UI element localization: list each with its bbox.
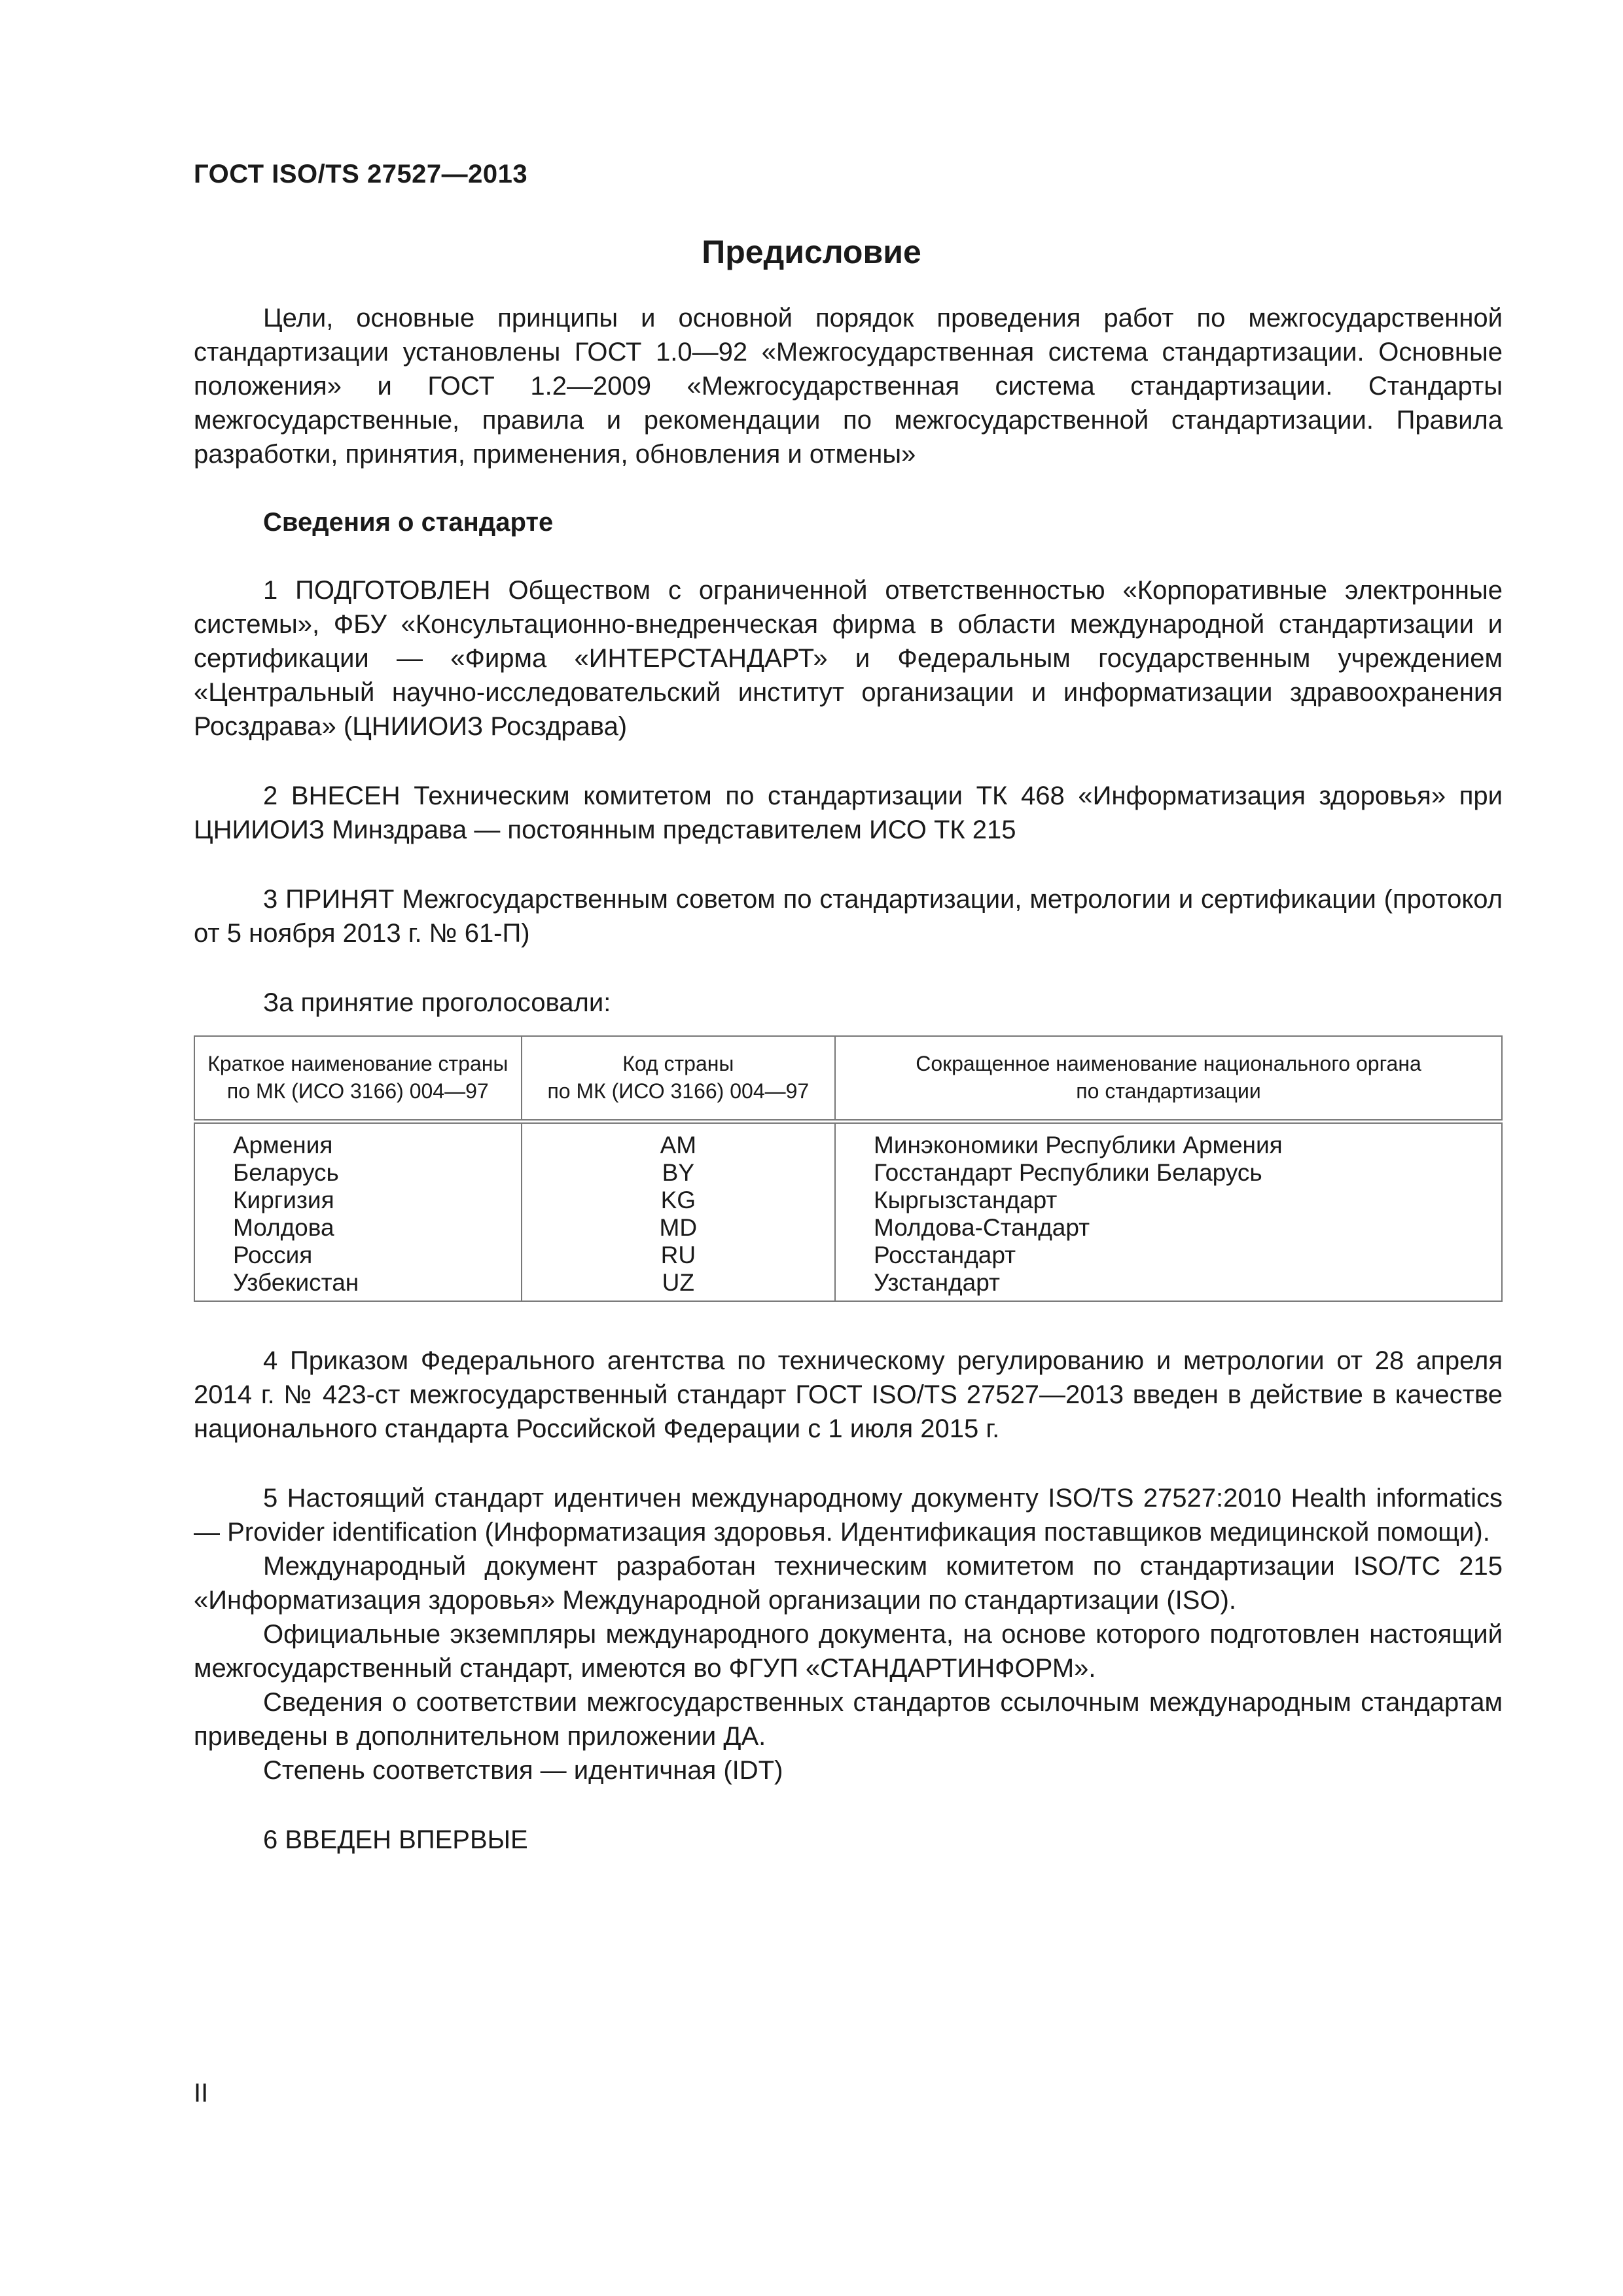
table-row — [194, 1122, 1502, 1160]
document-body — [194, 301, 1503, 1857]
country-code: BY — [522, 1159, 835, 1187]
document-id: ГОСТ ISO/TS 27527—2013 — [194, 160, 528, 188]
table-header-row — [194, 1036, 1502, 1122]
country-name: Беларусь — [194, 1159, 522, 1187]
item-1-paragraph: 1 ПОДГОТОВЛЕН Обществом с ограниченной ответственностью «Корпоративные электронные системы», ФБУ «Консультационно-внедренческая фирма в области международной стандартизации и сертификации — «Фирма «ИНТЕРСТАНДАРТ» и Федеральным государственным учреждением «Центральный научно-исследовательский институт организации и информатизации здравоохранения Росздрава» (ЦНИИОИЗ Росздрава) — [194, 576, 1503, 741]
standards-body: Росстандарт — [835, 1242, 1502, 1269]
page-number: II — [194, 2079, 209, 2108]
header-country-code-line2: по МК (ИСО 3166) 004—97 — [547, 1079, 810, 1103]
country-name: Армения — [194, 1122, 522, 1160]
voting-table — [194, 1035, 1503, 1302]
country-code: AM — [522, 1122, 835, 1160]
standards-body: Минэкономики Республики Армения — [835, 1122, 1502, 1160]
country-code: KG — [522, 1187, 835, 1214]
item-6-paragraph: 6 ВВЕДЕН ВПЕРВЫЕ — [263, 1825, 528, 1854]
country-code: MD — [522, 1214, 835, 1242]
intro-paragraph: Цели, основные принципы и основной порядок проведения работ по межгосударственной стандартизации установлены ГОСТ 1.0—92 «Межгосударственная система стандартизации. Основные положения» и ГОСТ 1.2—2009 «Межгосударственная система стандартизации. Стандарты межгосударственные, правила и рекомендации по межгосударственной стандартизации. Правила разработки, принятия, применения, обновления и отмены» — [194, 304, 1503, 469]
header-standards-body-line1: Сокращенное наименование национального органа — [916, 1052, 1421, 1075]
item-5-paragraph-4: Сведения о соответствии межгосударственных стандартов ссылочным международным стандартам приведены в дополнительном приложении ДА. — [194, 1688, 1503, 1751]
item-5-paragraph: 5 Настоящий стандарт идентичен международному документу ISO/TS 27527:2010 Health informatics — Provider identification (Информатизация здоровья. Идентификация поставщиков медицинской помощи). — [194, 1484, 1503, 1547]
standards-body: Госстандарт Республики Беларусь — [835, 1159, 1502, 1187]
table-row — [194, 1187, 1502, 1214]
header-country-code-line1: Код страны — [622, 1052, 734, 1075]
header-country-name-line1: Краткое наименование страны — [207, 1052, 508, 1075]
item-5-paragraph-3: Официальные экземпляры международного документа, на основе которого подготовлен настоящий межгосударственный стандарт, имеются во ФГУП «СТАНДАРТИНФОРМ». — [194, 1620, 1503, 1683]
table-row — [194, 1214, 1502, 1242]
page-title: Предисловие — [702, 234, 921, 270]
header-country-code — [522, 1036, 835, 1122]
country-name: Узбекистан — [194, 1269, 522, 1301]
header-country-name — [194, 1036, 522, 1122]
header-country-name-line2: по МК (ИСО 3166) 004—97 — [226, 1079, 489, 1103]
country-name: Молдова — [194, 1214, 522, 1242]
item-3-paragraph: 3 ПРИНЯТ Межгосударственным советом по стандартизации, метрологии и сертификации (протокол от 5 ноября 2013 г. № 61-П) — [194, 885, 1503, 948]
header-standards-body — [835, 1036, 1502, 1122]
standards-body: Кыргызстандарт — [835, 1187, 1502, 1214]
standards-body: Молдова-Стандарт — [835, 1214, 1502, 1242]
country-code: UZ — [522, 1269, 835, 1301]
table-row — [194, 1269, 1502, 1301]
country-name: Киргизия — [194, 1187, 522, 1214]
table-row — [194, 1242, 1502, 1269]
country-code: RU — [522, 1242, 835, 1269]
item-4-paragraph: 4 Приказом Федерального агентства по техническому регулированию и метрологии от 28 апреля 2014 г. № 423-ст межгосударственный стандарт ГОСТ ISO/TS 27527—2013 введен в действие в качестве национального стандарта Российской Федерации с 1 июля 2015 г. — [194, 1346, 1503, 1443]
item-5-paragraph-2: Международный документ разработан техническим комитетом по стандартизации ISO/TC 215 «Информатизация здоровья» Международной организации по стандартизации (ISO). — [194, 1552, 1503, 1615]
item-2-paragraph: 2 ВНЕСЕН Техническим комитетом по стандартизации ТК 468 «Информатизация здоровья» при ЦНИИОИЗ Минздрава — постоянным представителем ИСО ТК 215 — [194, 781, 1503, 844]
header-standards-body-line2: по стандартизации — [1076, 1079, 1261, 1103]
item-5-paragraph-5: Степень соответствия — идентичная (IDT) — [263, 1756, 783, 1785]
standards-body: Узстандарт — [835, 1269, 1502, 1301]
country-name: Россия — [194, 1242, 522, 1269]
vote-label: За принятие проголосовали: — [263, 988, 611, 1017]
section-heading: Сведения о стандарте — [263, 508, 554, 537]
table-row — [194, 1159, 1502, 1187]
